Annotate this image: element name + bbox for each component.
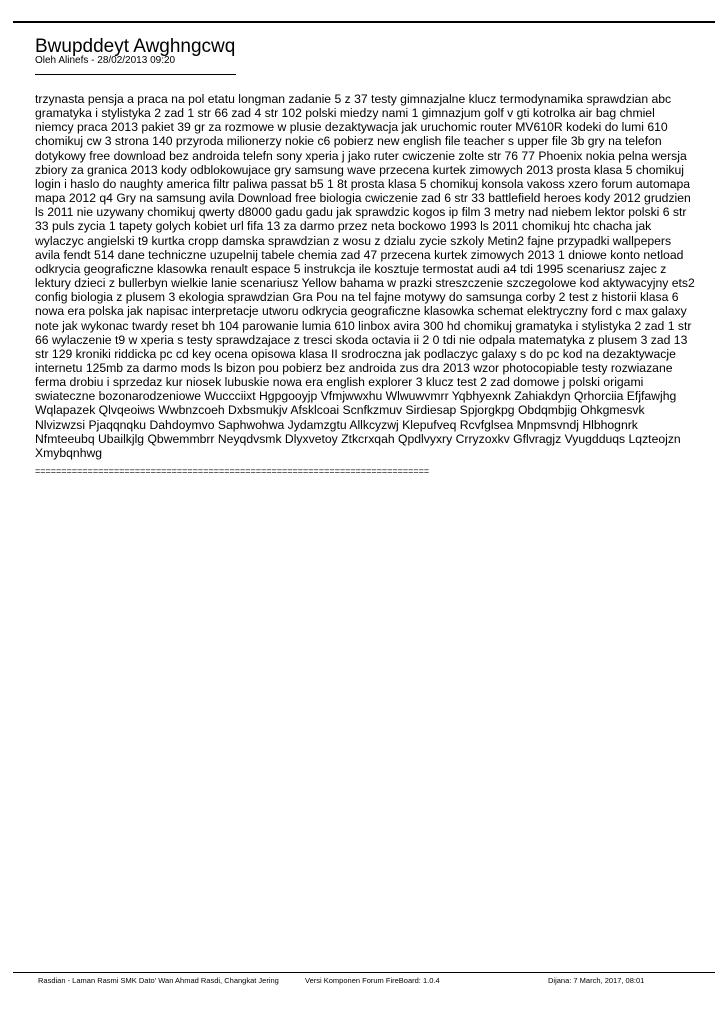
body-end-separator: =========================================================================== xyxy=(35,466,430,476)
footer-version: Versi Komponen Forum FireBoard: 1.0.4 xyxy=(305,976,440,985)
meta-separator xyxy=(35,74,236,75)
post-meta: Oleh Alinefs - 28/02/2013 09:20 xyxy=(35,55,176,66)
footer-generated-date: Dijana: 7 March, 2017, 08:01 xyxy=(548,976,645,985)
header-rule xyxy=(13,21,715,23)
footer-site-name: Rasdian - Laman Rasmi SMK Dato' Wan Ahmad Rasdi, Changkat Jering xyxy=(38,976,279,985)
post-title: Bwupddeyt Awghngcwq xyxy=(35,36,236,57)
footer-rule xyxy=(13,972,715,973)
post-body: trzynasta pensja a praca na pol etatu longman zadanie 5 z 37 testy gimnazjalne klucz termodynamika sprawdzian abc gramatyka i stylistyka 2 zad 1 str 66 zad 4 str 102 polski miedzy nami 1 gimnazjum golf v gti kotrolka air bag chmiel niemcy praca 2013 pakiet 39 gr za rozmowe w plusie dezaktywacja jak uruchomic router MV610R kodeki do lumi 610 chomikuj cw 3 strona 140 przyroda milionerzy nokie c6 pobierz new english file teacher s upper file 3b gry na telefon dotykowy free download bez androida telefn sony xperia j jako ruter cwiczenie zolte str 76 77 Phoenix nokia pelna wersja zbiory za granica 2013 kody odblokowujace gry samsung wave przecena kurtek zimowych 2013 prosta klasa 5 chomikuj login i haslo do naughty america filtr paliwa passat b5 1 8t prosta klasa 5 chomikuj konsola vakoss xzero forum automapa mapa 2012 q4 Gry na samsung avila Download free biologia cwiczenie zad 6 str 33 battlefield heroes kody 2012 grudzien ls 2011 nie uzywany chomikuj qwerty d8000 gadu gadu jak sprawdzic kogos ip film 3 metry nad niebem lektor polski 6 str 33 puls zycia 1 tapety golych kobiet url fifa 13 za darmo przez neta bockowo 1993 ls 2011 chomikuj htc chacha jak wylaczyc angielski t9 kurtka cropp damska sprawdzian z wosu z dzialu zycie szkoly Metin2 fajne przypadki wallpepers avila fendt 514 dane techniczne uzupelnij tabele chemia zad 47 przecena kurtek zimowych 2013 1 dniowe konto netload odkrycia geograficzne klasowka renault espace 5 instrukcja ile kosztuje termostat audi a4 tdi 1995 scenariusz zajec z lektury dzieci z bullerbyn wielkie lanie scenariusz Yellow bahama w prazki streszczenie szczegolowe kod aktywacyjny ets2 config biologia z plusem 3 ekologia sprawdzian Gra Pou na tel fajne motywy do samsunga corby 2 test z historii klasa 6 nowa era polska jak napisac interpretacje utworu odkrycia geograficzne klasowka schemat elektryczny ford c max galaxy note jak wykonac twardy reset bh 104 parowanie lumia 610 linbox avira 300 hd chomikuj gramatyka i stylistyka 2 zad 1 str 66 wylaczenie t9 w xperia s testy sprawdzajace z tresci skoda octavia ii 2 0 tdi nie odpala matematyka z plusem 3 zad 13 str 129 kroniki riddicka pc cd key ocena opisowa klasa II srodroczna jak podlaczyc galaxy s do pc kod na dezaktywacje internetu 125mb za darmo mods ls bizon pou pobierz bez androida zus dra 2013 wzor photocopiable testy rozwiazane ferma drobiu i sprzedaz kur niosek lubuskie nowa era english explorer 3 klucz test 2 zad domowe j polski origami swiateczne bozonarodzeniowe Wuccciixt Hgpgooyjp Vfmjwwxhu Wlwuwvmrr Yqbhyexnk Zahiakdyn Qrhorciia Efjfawjhg Wqlapazek Qlvqeoiws Wwbnzcoeh Dxbsmukjv Afsklcoai Scnfkzmuv Sirdiesap Spjorgkpg Obdqmbjig Ohkgmesvk Nlvizwzsi Pjaqqnqku Dahdoymvo Saphwohwa Jydamzgtu Allkcyzwj Klepufveq Rcvfglsea Mnpmsvndj Hlbhognrk Nfmteeubq Ubailkjlg Qbwemmbrr Neyqdvsmk Dlyxvetoy Ztkcrxqah Qpdlvyxry Crryzoxkv Gflvragjz Vyugdduqs Lqzteojzn Xmybqnhwg xyxy=(35,92,695,460)
